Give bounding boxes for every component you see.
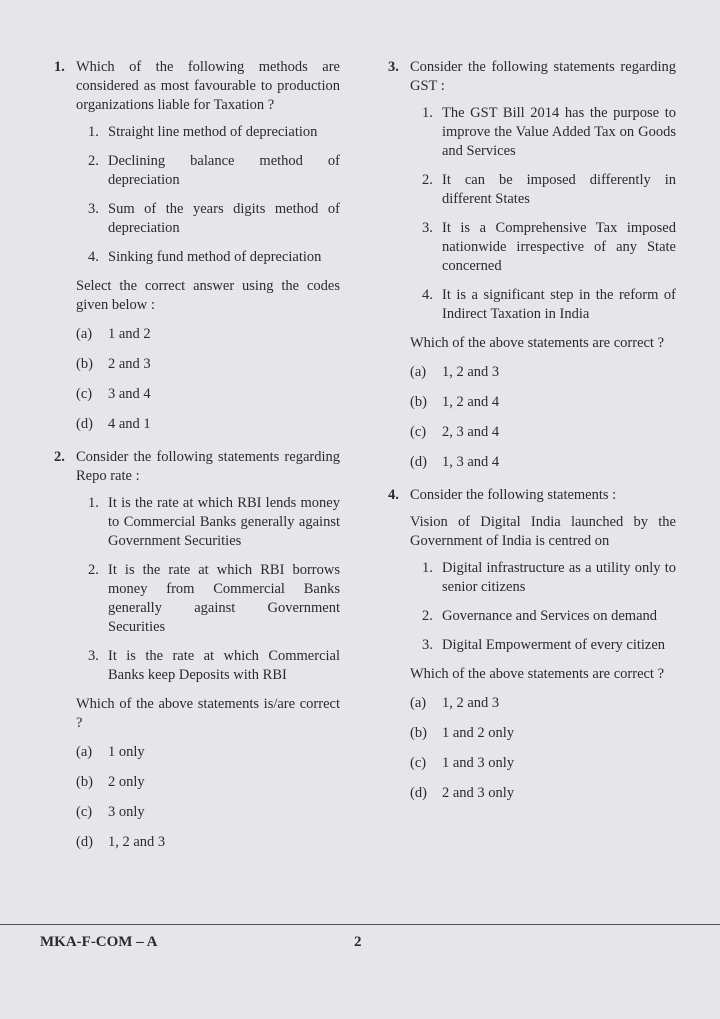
- statement-item: [88, 494, 340, 551]
- statement-text: The GST Bill 2014 has the purpose to improve the Value Added Tax on Goods and Services: [442, 105, 676, 159]
- statement-list: [388, 104, 676, 324]
- statement-item: [88, 248, 340, 267]
- footer-page-number: 2: [354, 934, 362, 950]
- statement-number: 3.: [88, 648, 99, 664]
- option-text: 1, 2 and 4: [442, 394, 500, 410]
- option-text: 1 and 3 only: [442, 755, 515, 771]
- statement-number: 4.: [422, 287, 433, 303]
- option-c: [76, 385, 340, 404]
- option-a: [410, 363, 676, 382]
- question-2: [54, 448, 340, 852]
- statement-item: [422, 607, 676, 626]
- footer-divider: [0, 924, 720, 925]
- option-text: 1 and 2: [108, 326, 151, 342]
- option-label: (d): [76, 416, 93, 432]
- option-d: [76, 833, 340, 852]
- option-text: 1, 3 and 4: [442, 454, 500, 470]
- statement-text: It is a significant step in the reform of Indirect Taxation in India: [442, 287, 676, 322]
- option-b: [76, 355, 340, 374]
- statement-text: It is the rate at which RBI borrows money from Commercial Banks generally against Government Securities: [108, 562, 340, 635]
- statement-number: 2.: [88, 153, 99, 169]
- option-label: (c): [76, 804, 93, 820]
- option-b: [410, 724, 676, 743]
- option-label: (c): [410, 755, 427, 771]
- question-text: Consider the following statements :: [410, 487, 617, 503]
- statement-text: Digital infrastructure as a utility only to senior citizens: [442, 560, 676, 595]
- statement-item: [422, 559, 676, 597]
- statement-item: [88, 200, 340, 238]
- option-text: 1, 2 and 3: [108, 834, 166, 850]
- option-label: (a): [410, 695, 427, 711]
- option-text: 2, 3 and 4: [442, 424, 500, 440]
- question-intro: Vision of Digital India launched by the Government of India is centred on: [410, 514, 676, 549]
- statement-item: [422, 171, 676, 209]
- statement-list: [54, 123, 340, 267]
- question-text: Which of the following methods are considered as most favourable to production organizations liable for Taxation ?: [76, 59, 340, 113]
- statement-item: [422, 286, 676, 324]
- option-label: (b): [410, 394, 427, 410]
- option-a: [76, 743, 340, 762]
- option-c: [76, 803, 340, 822]
- statement-number: 2.: [422, 172, 433, 188]
- question-number: 4.: [388, 487, 399, 503]
- question-1: [54, 58, 340, 434]
- statement-item: [422, 636, 676, 655]
- option-text: 1, 2 and 3: [442, 364, 500, 380]
- question-number: 3.: [388, 59, 399, 75]
- question-number: 2.: [54, 449, 65, 465]
- statement-item: [88, 152, 340, 190]
- option-d: [76, 415, 340, 434]
- option-text: 4 and 1: [108, 416, 151, 432]
- statement-number: 3.: [88, 201, 99, 217]
- option-list: [410, 363, 676, 472]
- statement-number: 3.: [422, 637, 433, 653]
- option-text: 2 and 3: [108, 356, 151, 372]
- statement-number: 2.: [88, 562, 99, 578]
- statement-item: [422, 219, 676, 276]
- option-d: [410, 453, 676, 472]
- option-text: 1 and 2 only: [442, 725, 515, 741]
- statement-number: 2.: [422, 608, 433, 624]
- option-text: 1, 2 and 3: [442, 695, 500, 711]
- option-text: 1 only: [108, 744, 145, 760]
- statement-number: 4.: [88, 249, 99, 265]
- statement-text: Sinking fund method of depreciation: [108, 249, 322, 265]
- footer-booklet-code: MKA-F-COM – A: [40, 934, 158, 950]
- statement-text: Governance and Services on demand: [442, 608, 658, 624]
- statement-number: 1.: [88, 124, 99, 140]
- right-column: [388, 58, 676, 817]
- option-text: 2 and 3 only: [442, 785, 515, 801]
- option-b: [76, 773, 340, 792]
- option-list: [76, 743, 340, 852]
- statement-item: [88, 123, 340, 142]
- statement-number: 1.: [422, 560, 433, 576]
- option-list: [76, 325, 340, 434]
- option-a: [76, 325, 340, 344]
- statement-item: [88, 561, 340, 637]
- statement-text: It can be imposed differently in different States: [442, 172, 676, 207]
- statement-item: [88, 647, 340, 685]
- question-4: [388, 486, 676, 803]
- statement-number: 1.: [88, 495, 99, 511]
- statement-number: 1.: [422, 105, 433, 121]
- option-label: (a): [76, 744, 93, 760]
- statement-list: [54, 494, 340, 685]
- question-prompt: Select the correct answer using the codes given below :: [76, 278, 340, 313]
- option-label: (c): [410, 424, 427, 440]
- option-list: [410, 694, 676, 803]
- option-c: [410, 423, 676, 442]
- statement-text: Declining balance method of depreciation: [108, 153, 340, 188]
- option-label: (b): [410, 725, 427, 741]
- question-number: 1.: [54, 59, 65, 75]
- option-label: (d): [410, 454, 427, 470]
- question-text: Consider the following statements regarding GST :: [410, 59, 676, 94]
- statement-text: Digital Empowerment of every citizen: [442, 637, 666, 653]
- option-b: [410, 393, 676, 412]
- statement-list: [388, 559, 676, 655]
- left-column: [54, 58, 340, 866]
- option-text: 2 only: [108, 774, 145, 790]
- option-label: (b): [76, 356, 93, 372]
- option-a: [410, 694, 676, 713]
- statement-text: It is the rate at which Commercial Banks keep Deposits with RBI: [108, 648, 340, 683]
- question-prompt: Which of the above statements are correct ?: [410, 666, 665, 682]
- option-label: (a): [76, 326, 93, 342]
- statement-number: 3.: [422, 220, 433, 236]
- option-text: 3 and 4: [108, 386, 151, 402]
- option-label: (b): [76, 774, 93, 790]
- option-label: (c): [76, 386, 93, 402]
- option-label: (d): [76, 834, 93, 850]
- option-d: [410, 784, 676, 803]
- statement-text: It is the rate at which RBI lends money to Commercial Banks generally against Government Securities: [108, 495, 340, 549]
- question-text: Consider the following statements regarding Repo rate :: [76, 449, 340, 484]
- statement-item: [422, 104, 676, 161]
- option-text: 3 only: [108, 804, 145, 820]
- option-c: [410, 754, 676, 773]
- option-label: (d): [410, 785, 427, 801]
- statement-text: It is a Comprehensive Tax imposed nationwide irrespective of any State concerned: [442, 220, 676, 274]
- option-label: (a): [410, 364, 427, 380]
- question-3: [388, 58, 676, 472]
- question-prompt: Which of the above statements is/are correct ?: [76, 696, 340, 731]
- question-prompt: Which of the above statements are correct ?: [410, 335, 665, 351]
- statement-text: Straight line method of depreciation: [108, 124, 318, 140]
- statement-text: Sum of the years digits method of depreciation: [108, 201, 340, 236]
